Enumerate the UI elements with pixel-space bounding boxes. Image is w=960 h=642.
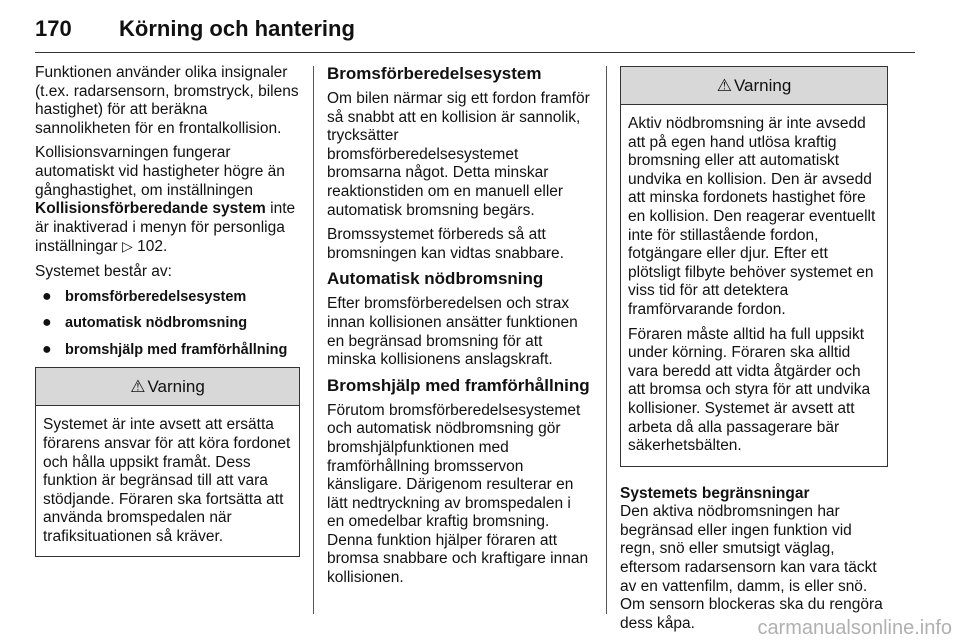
column-divider: [606, 66, 607, 614]
paragraph: Funktionen använder olika insignaler (t.ex. radarsensorn, bromstryck, bilens hastighet) för att beräkna sannolikheten för en frontalkollision.: [35, 64, 299, 137]
list-item: ● bromsförberedelsesystem: [42, 287, 247, 305]
column-right: [620, 64, 888, 639]
warning-header: ⚠ Varning: [621, 67, 887, 105]
warning-header: ⚠ Varning: [36, 368, 299, 406]
paragraph: Den aktiva nödbromsningen har begränsad eller ingen funktion vid regn, snö eller smutsigt väglag, eftersom radarsensorn kan vara täckt av en vattenfilm, damm, is eller snö. Om sensorn blockeras ska du rengöra dess kåpa.: [620, 503, 883, 632]
spacer: [620, 467, 888, 485]
warning-box: [620, 66, 888, 467]
paragraph: Kollisionsvarningen fungerar automatiskt vid hastigheter högre än gånghastighet, om inställningen Kollisionsförberedande system inte är inaktiverad i menyn för personliga inställningar ▷ 102.: [35, 144, 296, 256]
column-left: [35, 64, 300, 557]
subsection-heading: Systemets begränsningar: [620, 484, 810, 502]
warning-text: Aktiv nödbromsning är inte avsedd att på egen hand utlösa kraftig bromsning eller att automatiskt undvika en kollision. Den är avsedd att minska fordonets hastighet före en kollision. Den reagerar eventuellt inte för stillastående fordon, fotgängare eller djur. Efter ett plötsligt filbyte behöver systemet en viss tid för att detektera framförvarande fordon.: [628, 115, 876, 318]
paragraph: Efter bromsförberedelsen och strax innan kollisionen ansätter funktionen en begränsad bromsning för att minska kollisionens anslagskraft.: [327, 295, 578, 369]
section-heading: Automatisk nödbromsning: [327, 269, 544, 289]
paragraph: Systemet består av:: [35, 262, 172, 280]
warning-body: [36, 406, 299, 556]
paragraph: Bromssystemet förbereds så att bromsningen kan vidtas snabbare.: [327, 226, 564, 262]
column-middle: [327, 64, 592, 594]
list-item: ● automatisk nödbromsning: [42, 314, 248, 332]
warning-icon: ⚠: [716, 76, 732, 95]
paragraph: Om bilen närmar sig ett fordon framför så snabbt att en kollision är sannolik, trycksätter bromsförberedelsesystemet bromsarna något. Detta minskar reaktionstiden om en manuell eller automatisk bromsning begärs.: [327, 90, 590, 219]
chapter-title: Körning och hantering: [119, 16, 355, 41]
page-ref: 102.: [137, 238, 168, 256]
warning-body: [621, 105, 887, 466]
warning-icon: ⚠: [130, 377, 146, 397]
list-item: ● bromshjälp med framförhållning: [42, 340, 288, 358]
bullet-list: [35, 288, 300, 360]
bullet-icon: ●: [42, 287, 52, 305]
bullet-icon: ●: [42, 340, 52, 358]
bullet-icon: ●: [42, 314, 52, 332]
watermark: carmanualsonline.info: [757, 617, 952, 639]
warning-text: Föraren måste alltid ha full uppsikt under körning. Föraren ska alltid vara beredd att vidta åtgärder och att bromsa och styra för att undvika kollisioner. Systemet är avsett att arbeta då alla passagerare bär säkerhetsbälten.: [628, 325, 871, 455]
paragraph: Förutom bromsförberedelsesystemet och automatisk nödbromsning gör bromshjälpfunktionen med framförhållning bromsservon känsligare. Därigenom resulterar en lätt nedtryckning av bromspedalen i en omedelbar kraftig bromsning. Denna funktion hjälper föraren att bromsa snabbare och kraftigare innan kollisionen.: [327, 401, 589, 587]
section-heading: Bromsförberedelsesystem: [327, 64, 542, 83]
page-number: 170: [35, 16, 72, 41]
warning-text: Systemet är inte avsett att ersätta förarens ansvar för att köra fordonet och hålla uppsikt framåt. Dess funktion är begränsad till att vara stödjande. Föraren ska fortsätta att använda bromspedalen när trafiksituationen så kräver.: [43, 416, 291, 545]
page-header: [35, 0, 915, 53]
section-heading: Bromshjälp med framförhållning: [327, 375, 590, 395]
warning-box: [35, 367, 300, 557]
column-divider: [313, 66, 314, 614]
setting-name: Kollisionsförberedande system: [35, 200, 266, 218]
page-ref-arrow-icon: ▷: [122, 238, 133, 255]
